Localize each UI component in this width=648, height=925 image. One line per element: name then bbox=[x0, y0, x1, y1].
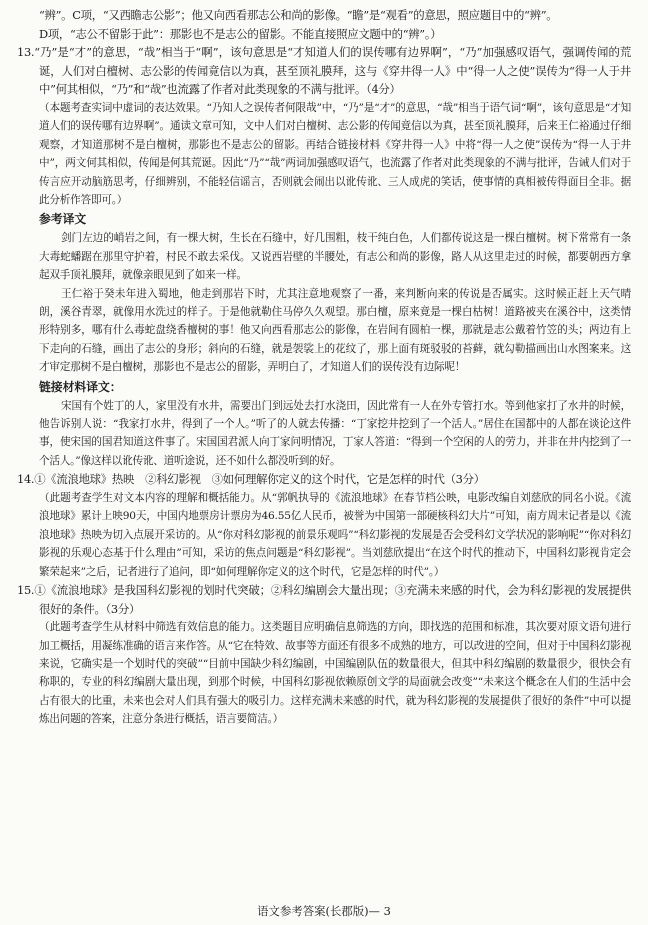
prev-answer-line-1: “辨”。C项，“又西瞻志公影”；他又向西看那志公和尚的影像。“瞻”是“观看”的意思，照应题目中的“辨”。 bbox=[39, 8, 558, 22]
link-material-heading: 链接材料译文： bbox=[39, 379, 122, 394]
q15-analysis: （此题考查学生从材料中筛选有效信息的能力。这类题目应明确信息筛选的方向，即找选的范围和标准，其次要对原文语句进行加工概括，用凝练准确的语言来作答。从“它在特效、故事等方面还有很多不成熟的地方，可以改进的空间，但对于中国科幻影视来说，它确实是一个划时代的突破”“目前中国缺少科幻编剧，中国编剧队伍的数量很大，但其中科幻编剧的数量很少，很快会有称职的，专业的科幻编剧大量出现，到那个时候，中国科幻影视依赖原创文学的局面就会改变”“未来这个概念在人们的生活中会占有很大的比重，未来也会对人们具有强大的吸引力。这样充满未来感的时代，就为科幻影视的发展提供了很好的条件”中可以提炼出问题的答案，注意分条进行概括，语言要简洁。） bbox=[39, 621, 631, 726]
prev-answer-line-2: D项，“志公不留影于此”：那影也不是志公的留影。不能直接照应文题中的“辨”。） bbox=[39, 26, 442, 41]
q13-answer: 13.“乃”是“才”的意思，“哉”相当于“啊”，该句意思是“才知道人们的误传哪有边界啊”，“乃”加强感叹语气，强调传闻的荒诞，人们对白檀树、志公影的传闻竟信以为真，甚至顶礼膜拜，这与《穿井得一人》中“得一人之使”误传为“得一人于井中”何其相似，“乃”和“哉”也流露了作者对此类现象的不满与批评。（4分） bbox=[17, 45, 631, 97]
page-footer: 语文参考答案(长郡版)— 3 bbox=[257, 904, 391, 918]
translation-heading: 参考译文 bbox=[39, 212, 87, 227]
translation-paragraph-1: 剑门左边的峭岩之间，有一棵大树，生长在石缝中，好几围粗，枝干纯白色，人们都传说这是一棵白檀树。树下常常有一条大毒蛇蟠踞在那里守护着，村民不敢去采伐。又说西岩壁的半腰处，有志公和尚的影像，路人从这里走过的时候，都要朝西方拿起双手顶礼膜拜，就像亲眼见到了如来一样。 bbox=[39, 232, 631, 282]
translation-paragraph-2: 王仁裕于癸未年进入蜀地，他走到那岩下时，尤其注意地观察了一番，来判断向来的传说是否属实。这时候正赶上天气晴朗，溪谷青翠，就像用水洗过的样子。于是他就勒住马停久久观望。那白檀，原来竟是一棵白枯树！道路被夹在溪谷中，这类情形特别多，哪有什么毒蛇盘绕香檀树的事！他又向西看那志公的影像，在岩间有圆柏一棵，那就是志公戴着竹笠的头；两边有上下走向的石缝，画出了志公的身形；斜向的石缝，就是袈裟上的花纹了，那上面有斑驳驳的苔藓，就勾勒描画出山水图案来。这才审定那树不是白檀树，那影也不是志公的留影，弄明白了，才知道人们的误传没有边际呢！ bbox=[39, 287, 631, 374]
q14-analysis: （此题考查学生对文本内容的理解和概括能力。从“郭帆执导的《流浪地球》在春节档公映，电影改编自刘慈欣的同名小说。《流浪地球》累计上映90天，中国内地票房计票房为46.55亿人民币，被誉为中国第一部硬核科幻大片”可知，南方周末记者是以《流浪地球》热映为切入点展开采访的。从“你对科幻影视的前景乐观吗”“科幻影视的发展是否会受科幻文学状况的影响呢”“你对科幻影视的乐观心态基于什么理由”可知，采访的焦点问题是“科幻影视”。当刘慈欣提出“在这个时代的推动下，中国科幻影视肯定会繁荣起来”之后，记者进行了追问，即“如何理解你定义的这个时代，它是怎样的时代”。） bbox=[39, 491, 631, 578]
q15-answer: 15.①《流浪地球》是我国科幻影视的划时代突破；②科幻编剧会大量出现；③充满未来感的时代，会为科幻影视的发展提供很好的条件。（3分） bbox=[17, 582, 631, 616]
link-material-paragraph: 宋国有个姓丁的人，家里没有水井，需要出门到远处去打水浇田，因此常有一人在外专管打水。等到他家打了水井的时候，他告诉别人说：“我家打水井，得到了一个人。”听了的人就去传播：“丁家挖井挖到了一个活人。”居住在国都中的人都在谈论这件事，使宋国的国君知道这件事了。宋国国君派人向丁家问明情况，丁家人答道：“得到一个空闲的人的劳力，并非在井内挖到了一个活人。”像这样以讹传讹、道听途说，还不如什么都没听到的好。 bbox=[39, 399, 631, 467]
q14-answer: 14.①《流浪地球》热映 ②科幻影视 ③如何理解你定义的这个时代，它是怎样的时代（3分） bbox=[17, 472, 485, 487]
q13-analysis: （本题考查实词中虚词的表达效果。“乃知人之误传者何限哉”中，“乃”是“才”的意思，“哉”相当于语气词“啊”，该句意思是“才知道人们的误传哪有边界啊”。通读文章可知，文中人们对白檀树、志公影的传闻竟信以为真，甚至顶礼膜拜，后来王仁裕通过仔细观察，才知道那树不是白檀树，那影也不是志公的留影。再结合链接材料《穿井得一人》中将“得一人之使”误传为“得一人于井中”，两文何其相似，传闻是何其荒诞。因此“乃”“哉”两词加强感叹语气，也流露了作者对此类现象的不满与批评，告诫人们对于传言应开动脑筋思考，仔细辨别，不能轻信谣言，否则就会闹出以讹传讹、三人成虎的笑话，使事情的真相被传得面目全非。据此分析作答即可。） bbox=[39, 101, 631, 206]
